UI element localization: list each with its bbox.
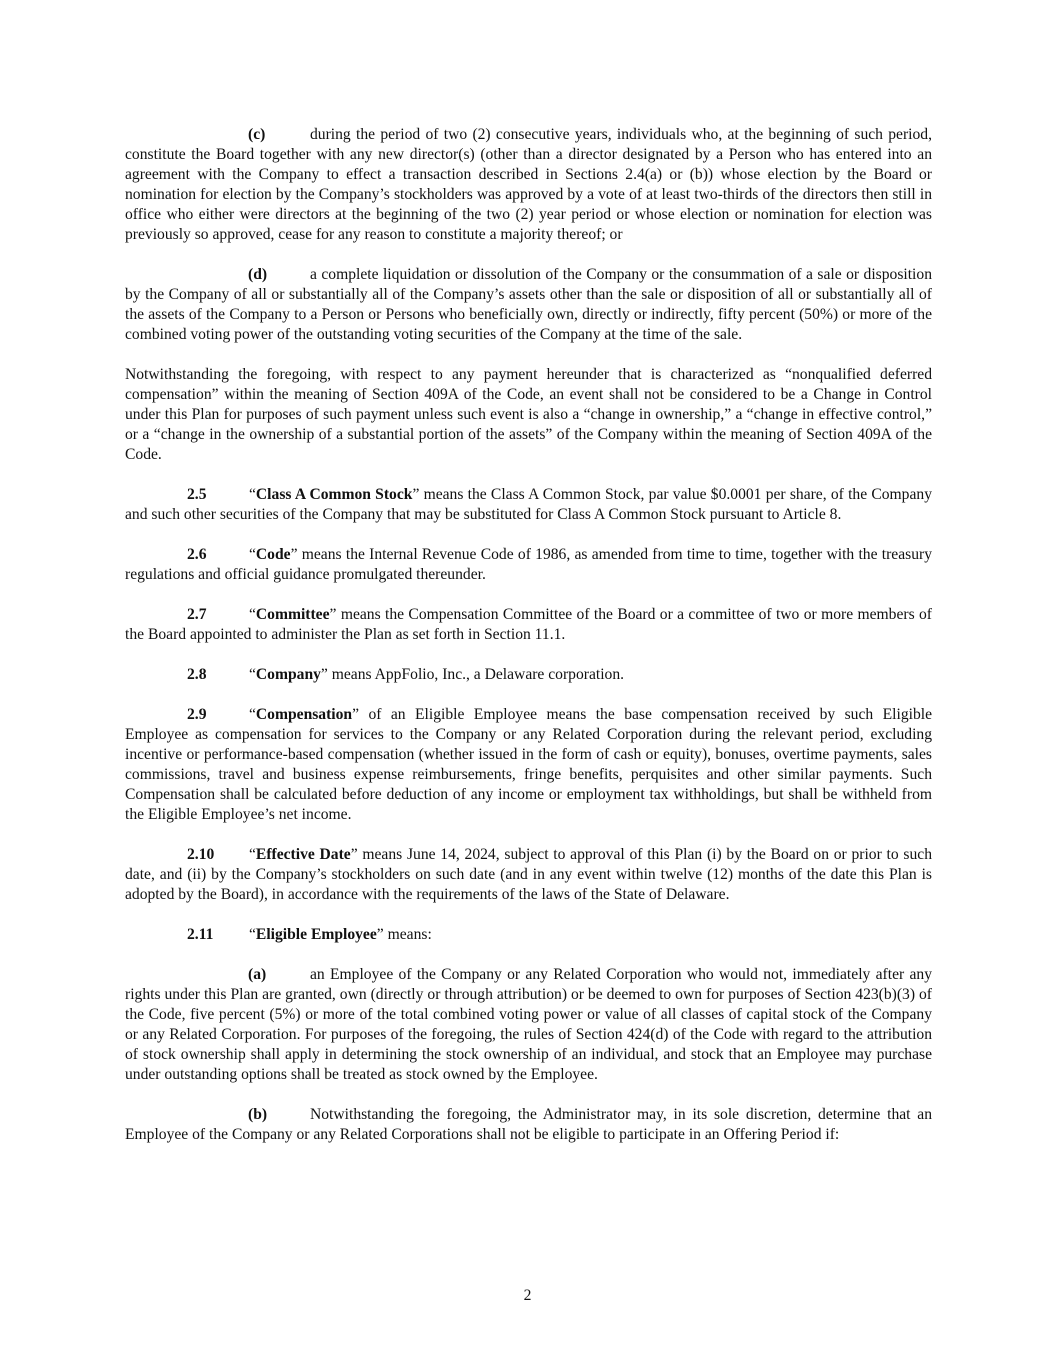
section-number: 2.11	[187, 926, 214, 943]
open-quote: “	[249, 926, 256, 943]
defined-term: Code	[255, 546, 291, 563]
defined-term: Effective Date	[255, 846, 351, 863]
clause-label: (c)	[248, 126, 266, 143]
open-quote: “	[249, 706, 256, 723]
clause-text: a complete liquidation or dissolution of the Company or the consummation of a sale or disposition by the Company of all or substantially all of the Company’s assets other than the sale or disposition of all or substantially all of the assets of the Company to a Person or Persons who beneficially own, directly or indirectly, fifty percent (50%) or more of the combined voting power of the outstanding voting securities of the Company at the time of the sale.	[125, 266, 932, 343]
open-quote: “	[249, 606, 256, 623]
definition-2-5	[125, 485, 932, 525]
definition-2-7	[125, 605, 932, 645]
section-number: 2.7	[187, 606, 207, 623]
document-body	[125, 125, 932, 1165]
definition-text: ” means the Internal Revenue Code of 1986, as amended from time to time, together with the treasury regulations and official guidance promulgated thereunder.	[125, 546, 932, 583]
clause-text: during the period of two (2) consecutive years, individuals who, at the beginning of such period, constitute the Board together with any new director(s) (other than a director designated by a Person who has entered into an agreement with the Company to effect a transaction described in Sections 2.4(a) or (b)) whose election by the Board or nomination for election by the Company’s stockholders was approved by a vote of at least two-thirds of the directors then still in office who either were directors at the beginning of the two (2) year period or whose election or nomination for election was previously so approved, cease for any reason to constitute a majority thereof; or	[125, 126, 932, 243]
section-number: 2.8	[187, 666, 207, 683]
clause-label: (d)	[248, 266, 268, 283]
clause-b	[125, 1105, 932, 1145]
definition-2-10	[125, 845, 932, 905]
clause-d	[125, 265, 932, 345]
definition-2-8	[125, 665, 932, 685]
open-quote: “	[249, 546, 256, 563]
definition-2-6	[125, 545, 932, 585]
clause-a	[125, 965, 932, 1085]
definition-text: ” means AppFolio, Inc., a Delaware corporation.	[320, 666, 625, 683]
definition-2-9	[125, 705, 932, 825]
section-number: 2.5	[187, 486, 207, 503]
definition-text: ” of an Eligible Employee means the base compensation received by such Eligible Employee as compensation for services to the Company or any Related Corporation during the relevant period, excluding incentive or performance-based compensation (whether issued in the form of cash or equity), bonuses, overtime payments, sales commissions, travel and business expense reimbursements, fringe benefits, perquisites and other similar payments. Such Compensation shall be calculated before deduction of any income or employment tax withholdings, but shall be withheld from the Eligible Employee’s net income.	[125, 706, 932, 823]
section-number: 2.10	[187, 846, 215, 863]
clause-c	[125, 125, 932, 245]
clause-text: an Employee of the Company or any Related Corporation who would not, immediately after any rights under this Plan are granted, own (directly or through attribution) or be deemed to own for purposes of Section 423(b)(3) of the Code, five percent (5%) or more of the total combined voting power or value of all classes of capital stock of the Company or any Related Corporation. For purposes of the foregoing, the rules of Section 424(d) of the Code with regard to the attribution of stock ownership shall apply in determining the stock ownership of an individual, and stock that an Employee may purchase under outstanding options shall be treated as stock owned by the Employee.	[125, 966, 932, 1083]
open-quote: “	[249, 846, 256, 863]
page-number: 2	[523, 1287, 532, 1304]
clause-label: (b)	[248, 1106, 268, 1123]
definition-2-11	[125, 925, 932, 945]
clause-label: (a)	[248, 966, 267, 983]
definition-text: ” means:	[376, 926, 432, 943]
defined-term: Eligible Employee	[255, 926, 377, 943]
open-quote: “	[249, 486, 256, 503]
definition-text: ” means June 14, 2024, subject to approval of this Plan (i) by the Board on or prior to such date, and (ii) by the Company’s stockholders on such date (and in any event within twelve (12) months of the date this Plan is adopted by the Board), in accordance with the requirements of the laws of the State of Delaware.	[125, 846, 932, 903]
notwithstanding-paragraph	[125, 365, 932, 465]
defined-term: Compensation	[255, 706, 353, 723]
open-quote: “	[249, 666, 256, 683]
definition-text: ” means the Compensation Committee of the Board or a committee of two or more members of the Board appointed to administer the Plan as set forth in Section 11.1.	[125, 606, 932, 643]
defined-term: Committee	[255, 606, 330, 623]
section-number: 2.6	[187, 546, 207, 563]
paragraph-text: Notwithstanding the foregoing, with respect to any payment hereunder that is characterized as “nonqualified deferred compensation” within the meaning of Section 409A of the Code, an event shall not be considered to be a Change in Control under this Plan for purposes of such payment unless such event is also a “change in ownership,” a “change in effective control,” or a “change in the ownership of a substantial portion of the assets” of the Company within the meaning of Section 409A of the Code.	[125, 366, 932, 463]
defined-term: Class A Common Stock	[255, 486, 413, 503]
definition-text: ” means the Class A Common Stock, par value $0.0001 per share, of the Company and such other securities of the Company that may be substituted for Class A Common Stock pursuant to Article 8.	[125, 486, 932, 523]
section-number: 2.9	[187, 706, 207, 723]
clause-text: Notwithstanding the foregoing, the Administrator may, in its sole discretion, determine that an Employee of the Company or any Related Corporations shall not be eligible to participate in an Offering Period if:	[125, 1106, 932, 1143]
defined-term: Company	[255, 666, 321, 683]
